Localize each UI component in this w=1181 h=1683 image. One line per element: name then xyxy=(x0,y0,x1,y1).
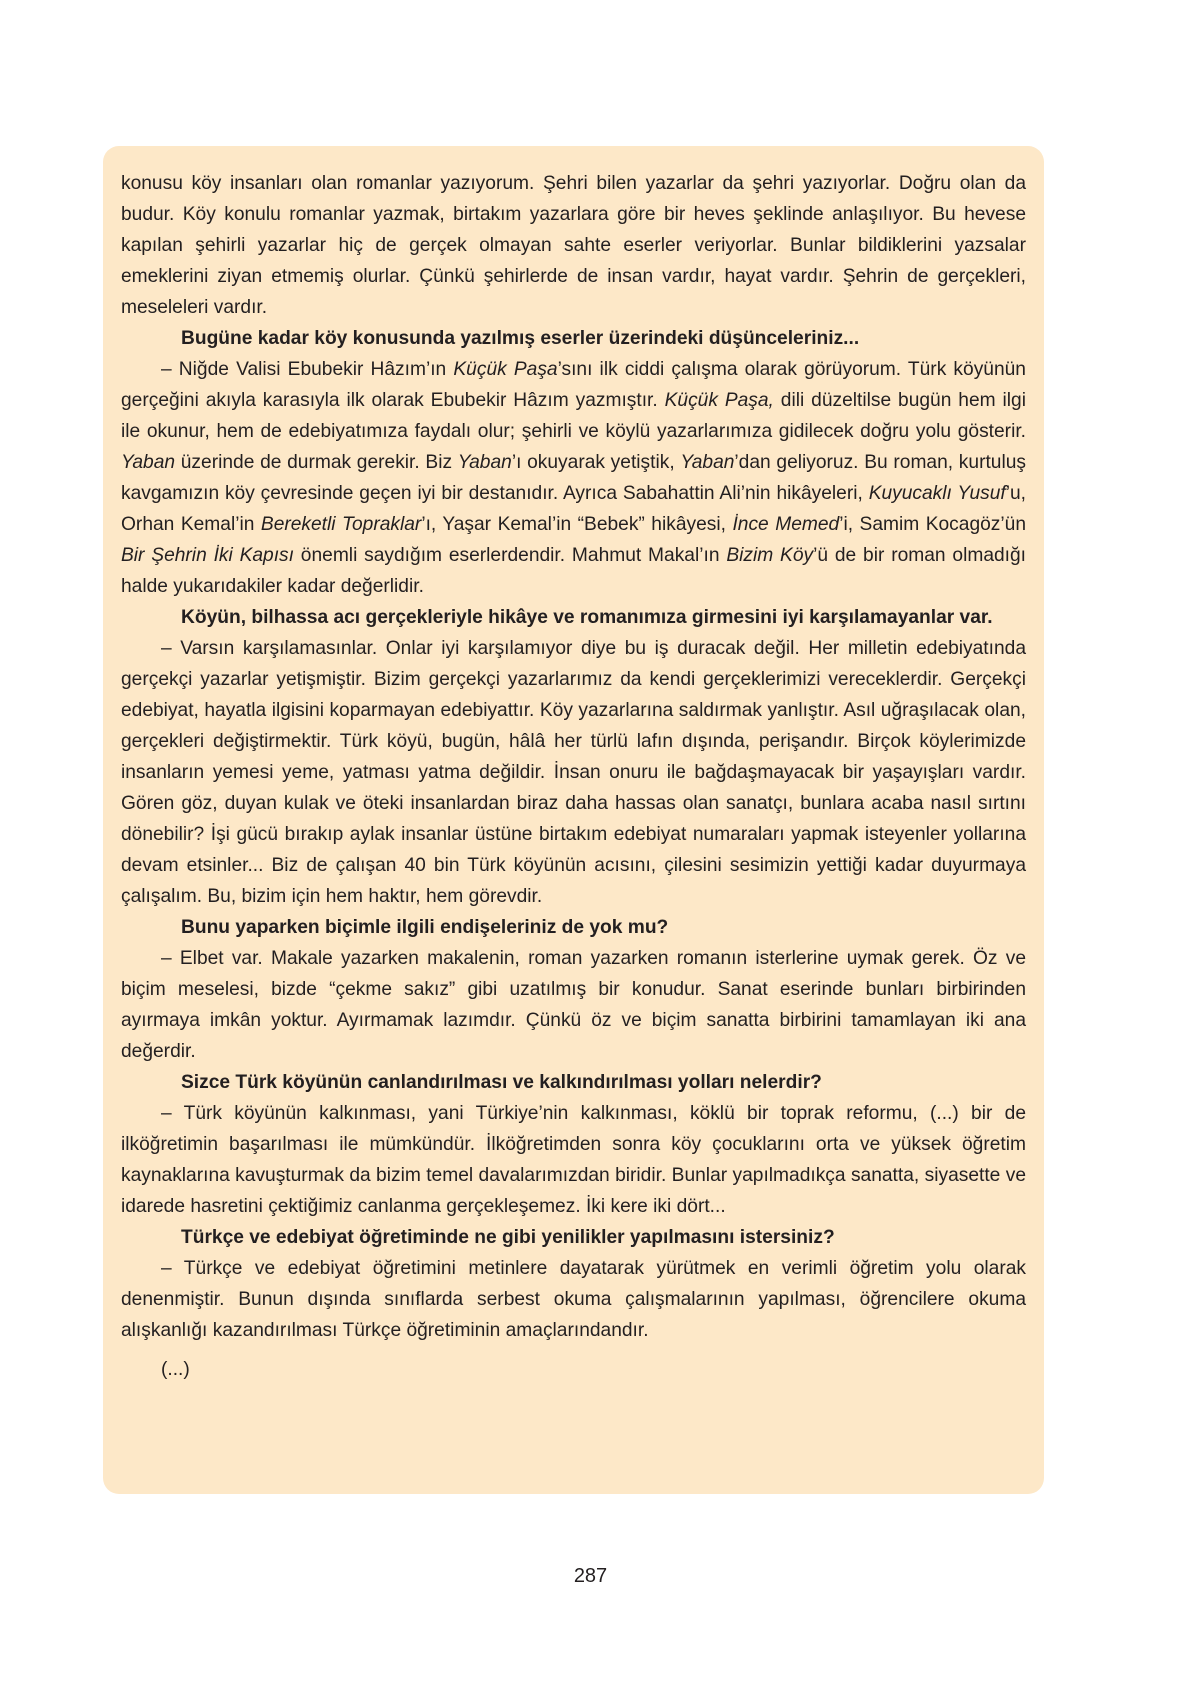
text-run: ’i, Samim Kocagöz’ün xyxy=(839,514,1026,535)
text-run: Sizce Türk köyünün canlandırılması ve kalkındırılması yolları nelerdir? xyxy=(181,1072,822,1093)
work-title: Bir Şehrin İki Kapısı xyxy=(121,545,294,566)
text-run: konusu köy insanları olan romanlar yazıyorum. Şehri bilen yazarlar da şehri yazıyorlar. Doğru olan da budur. Köy konulu romanlar yazmak, birtakım yazarlara göre bir heves şeklinde anlaşılıyor. Bu hevese kapılan şehirli yazarlar hiç de gerçek olmayan sahte eserler veriyorlar. Bunlar bildiklerini yazsalar emeklerini ziyan etmemiş olurlar. Çünkü şehirlerde de insan vardır, hayat vardır. Şehrin de gerçekleri, meseleleri vardır. xyxy=(121,173,1026,318)
text-run: önemli saydığım eserlerdendir. Mahmut Makal’ın xyxy=(293,545,727,566)
work-title: İnce Memed xyxy=(732,514,840,535)
work-title: Yaban xyxy=(121,452,176,473)
interview-question xyxy=(121,1222,1026,1253)
text-run: Bugüne kadar köy konusunda yazılmış eserler üzerindeki düşünceleriniz... xyxy=(181,328,860,349)
interview-answer xyxy=(121,1253,1026,1346)
text-run: ’sını ilk ciddi çalışma olarak görüyorum. Türk köyünün gerçeğini akıyla karasıyla ilk olarak Ebubekir Hâzım yazmıştır. xyxy=(121,359,1026,411)
text-run: ’ı okuyarak yetiştik, xyxy=(511,452,681,473)
text-run: ’ı, Yaşar Kemal’in “Bebek” hikâyesi, xyxy=(421,514,733,535)
text-run: ’ü de bir roman olmadığı halde yukarıdakiler kadar değerlidir. xyxy=(121,545,1027,597)
text-run: – Elbet var. Makale yazarken makalenin, roman yazarken romanın isterlerine uymak gerek. Öz ve biçim meselesi, bizde “çekme sakız” gibi uzatılmış bir konudur. Sanat eserinde bunları birbirinden ayırmaya imkân yoktur. Ayırmamak lazımdır. Çünkü öz ve biçim sanatta birbirini tamamlayan iki ana değerdir. xyxy=(121,948,1026,1062)
text-run: ’dan geliyoruz. Bu roman, kurtuluş kavgamızın köy çevresinde geçen iyi bir destanıdır. Ayrıca Sabahattin Ali’nin hikâyeleri, xyxy=(121,452,1026,504)
text-run: – Türkçe ve edebiyat öğretimini metinlere dayatarak yürütmek en verimli öğretim yolu olarak denenmiştir. Bunun dışında sınıflarda serbest okuma çalışmalarının yapılması, öğrencilere okuma alışkanlığı kazandırılması Türkçe öğretiminin amaçlarındandır. xyxy=(121,1258,1026,1341)
text-run: – Türk köyünün kalkınması, yani Türkiye’nin kalkınması, köklü bir toprak reformu, (...) bir de ilköğretimin başarılması ile mümkündür. İlköğretimden sonra köy çocuklarını orta ve yüksek öğretim kaynaklarına kavuşturmak da bizim temel davalarımızdan biridir. Bunlar yapılmadıkça sanatta, siyasette ve idarede hasretini çektiğimiz canlanma gerçekleşemez. İki kere iki dört... xyxy=(121,1103,1026,1217)
interview-question xyxy=(121,912,1026,943)
continuation-ellipsis xyxy=(121,1354,1026,1385)
interview-answer xyxy=(121,354,1026,602)
text-run: – Niğde Valisi Ebubekir Hâzım’ın xyxy=(161,359,454,380)
page-number: 287 xyxy=(573,1565,608,1587)
interview-question xyxy=(121,1067,1026,1098)
interview-answer xyxy=(121,943,1026,1067)
interview-question xyxy=(121,602,1026,633)
interview-question xyxy=(121,323,1026,354)
text-run: dili düzeltilse bugün hem ilgi ile okunur, hem de edebiyatımıza faydalı olur; şehirli ve köylü yazarlarımıza gidilecek doğru yolu gösterir. xyxy=(121,390,1026,442)
text-run: – Varsın karşılamasınlar. Onlar iyi karşılamıyor diye bu iş duracak değil. Her milletin edebiyatında gerçekçi yazarlar yetişmiştir. Bizim gerçekçi yazarlarımız da kendi gerçeklerimizi vereceklerdir. Gerçekçi edebiyat, hayatla ilgisini koparmayan edebiyattır. Köy yazarlarına saldırmak yanlıştır. Asıl uğraşılacak olan, gerçekleri değiştirmektir. Türk köyü, bugün, hâlâ her türlü lafın dışında, perişandır. Birçok köylerimizde insanların yemesi yeme, yatması yatma değildir. İnsan onuru ile bağdaşmayacak bir yaşayışları vardır. Gören göz, duyan kulak ve öteki insanlardan biraz daha hassas olan sanatçı, bunlara acaba nasıl sırtını dönebilir? İşi gücü bırakıp aylak insanlar üstüne birtakım edebiyat numaraları yapmak isteyenler yollarına devam etsinler... Biz de çalışan 40 bin Türk köyünün acısını, çilesini sesimizin yettiği kadar duyurmaya çalışalım. Bu, bizim için hem haktır, hem görevdir. xyxy=(121,638,1026,907)
text-run: Köyün, bilhassa acı gerçekleriyle hikâye ve romanımıza girmesini iyi karşılamayanlar var. xyxy=(181,607,993,628)
work-title: Yaban xyxy=(457,452,512,473)
interview-answer xyxy=(121,1098,1026,1222)
text-run: ’u, Orhan Kemal’in xyxy=(121,483,1026,535)
work-title: Bizim Köy xyxy=(726,545,814,566)
work-title: Küçük Paşa, xyxy=(664,390,774,411)
interview-text-box xyxy=(103,146,1044,1494)
interview-answer xyxy=(121,633,1026,912)
work-title: Küçük Paşa xyxy=(453,359,558,380)
body-paragraph xyxy=(121,168,1026,323)
work-title: Bereketli Topraklar xyxy=(260,514,422,535)
text-run: Türkçe ve edebiyat öğretiminde ne gibi yenilikler yapılmasını istersiniz? xyxy=(181,1227,835,1248)
text-run: Bunu yaparken biçimle ilgili endişeleriniz de yok mu? xyxy=(181,917,669,938)
work-title: Yaban xyxy=(680,452,735,473)
text-run: üzerinde de durmak gerekir. Biz xyxy=(175,452,458,473)
work-title: Kuyucaklı Yusuf xyxy=(868,483,1006,504)
text-run: (...) xyxy=(161,1359,190,1380)
